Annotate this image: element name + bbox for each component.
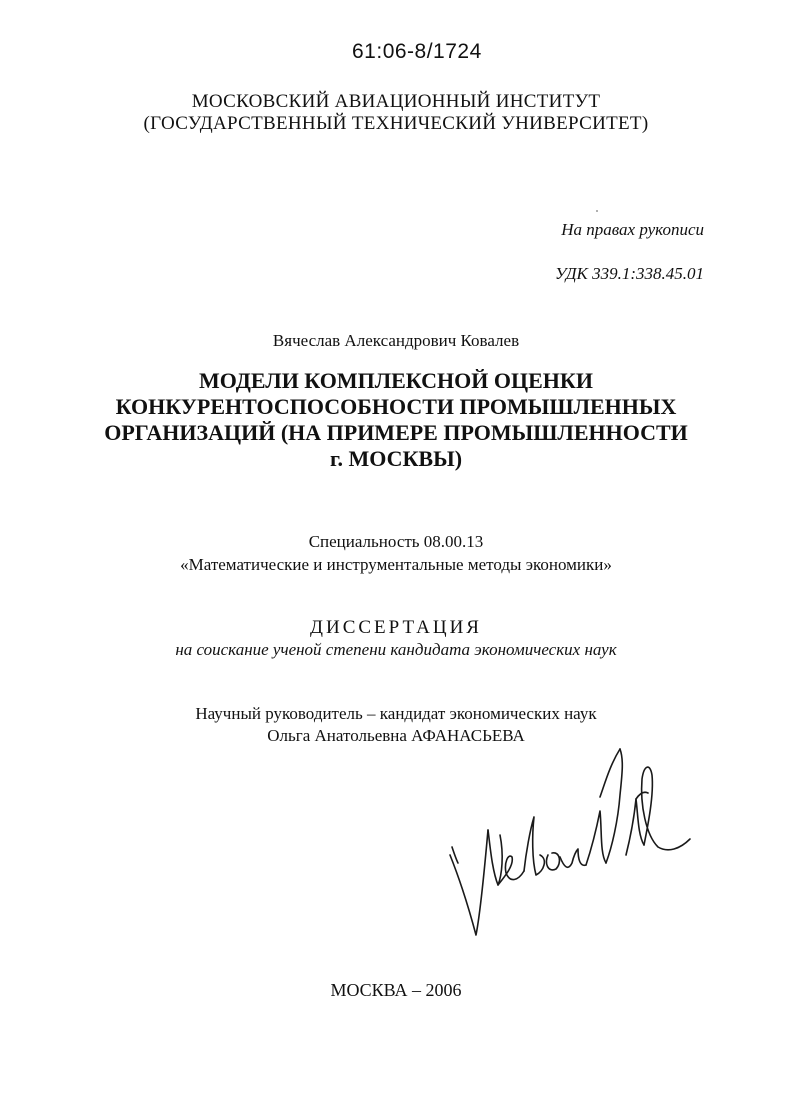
supervisor-title: Научный руководитель – кандидат экономических наук	[195, 704, 597, 723]
udk-code: УДК 339.1:338.45.01	[554, 264, 704, 283]
dissertation-title	[0, 368, 792, 472]
title-line-2: КОНКУРЕНТОСПОСОБНОСТИ ПРОМЫШЛЕННЫХ	[115, 394, 677, 419]
institution-name: МОСКОВСКИЙ АВИАЦИОННЫЙ ИНСТИТУТ	[191, 91, 601, 112]
title-line-1: МОДЕЛИ КОМПЛЕКСНОЙ ОЦЕНКИ	[199, 368, 593, 393]
author-name: Вячеслав Александрович Ковалев	[272, 331, 520, 350]
supervisor-name: Ольга Анатольевна АФАНАСЬЕВА	[267, 726, 525, 745]
title-line-4: г. МОСКВЫ)	[329, 446, 463, 471]
manuscript-note: На правах рукописи	[561, 220, 704, 239]
handwritten-signature	[440, 735, 700, 950]
archive-code: 61:06-8/1724	[352, 40, 482, 63]
specialty-name: «Математические и инструментальные методы экономики»	[180, 555, 612, 574]
specialty-code: Специальность 08.00.13	[308, 532, 484, 551]
city-year: МОСКВА – 2006	[330, 980, 462, 1000]
title-line-3: ОРГАНИЗАЦИЙ (НА ПРИМЕРЕ ПРОМЫШЛЕННОСТИ	[104, 420, 688, 445]
institution-subtitle: (ГОСУДАРСТВЕННЫЙ ТЕХНИЧЕСКИЙ УНИВЕРСИТЕТ)	[143, 113, 649, 134]
scan-speck	[596, 210, 598, 212]
work-type: ДИССЕРТАЦИЯ	[310, 617, 482, 638]
degree-note: на соискание ученой степени кандидата экономических наук	[175, 640, 617, 659]
